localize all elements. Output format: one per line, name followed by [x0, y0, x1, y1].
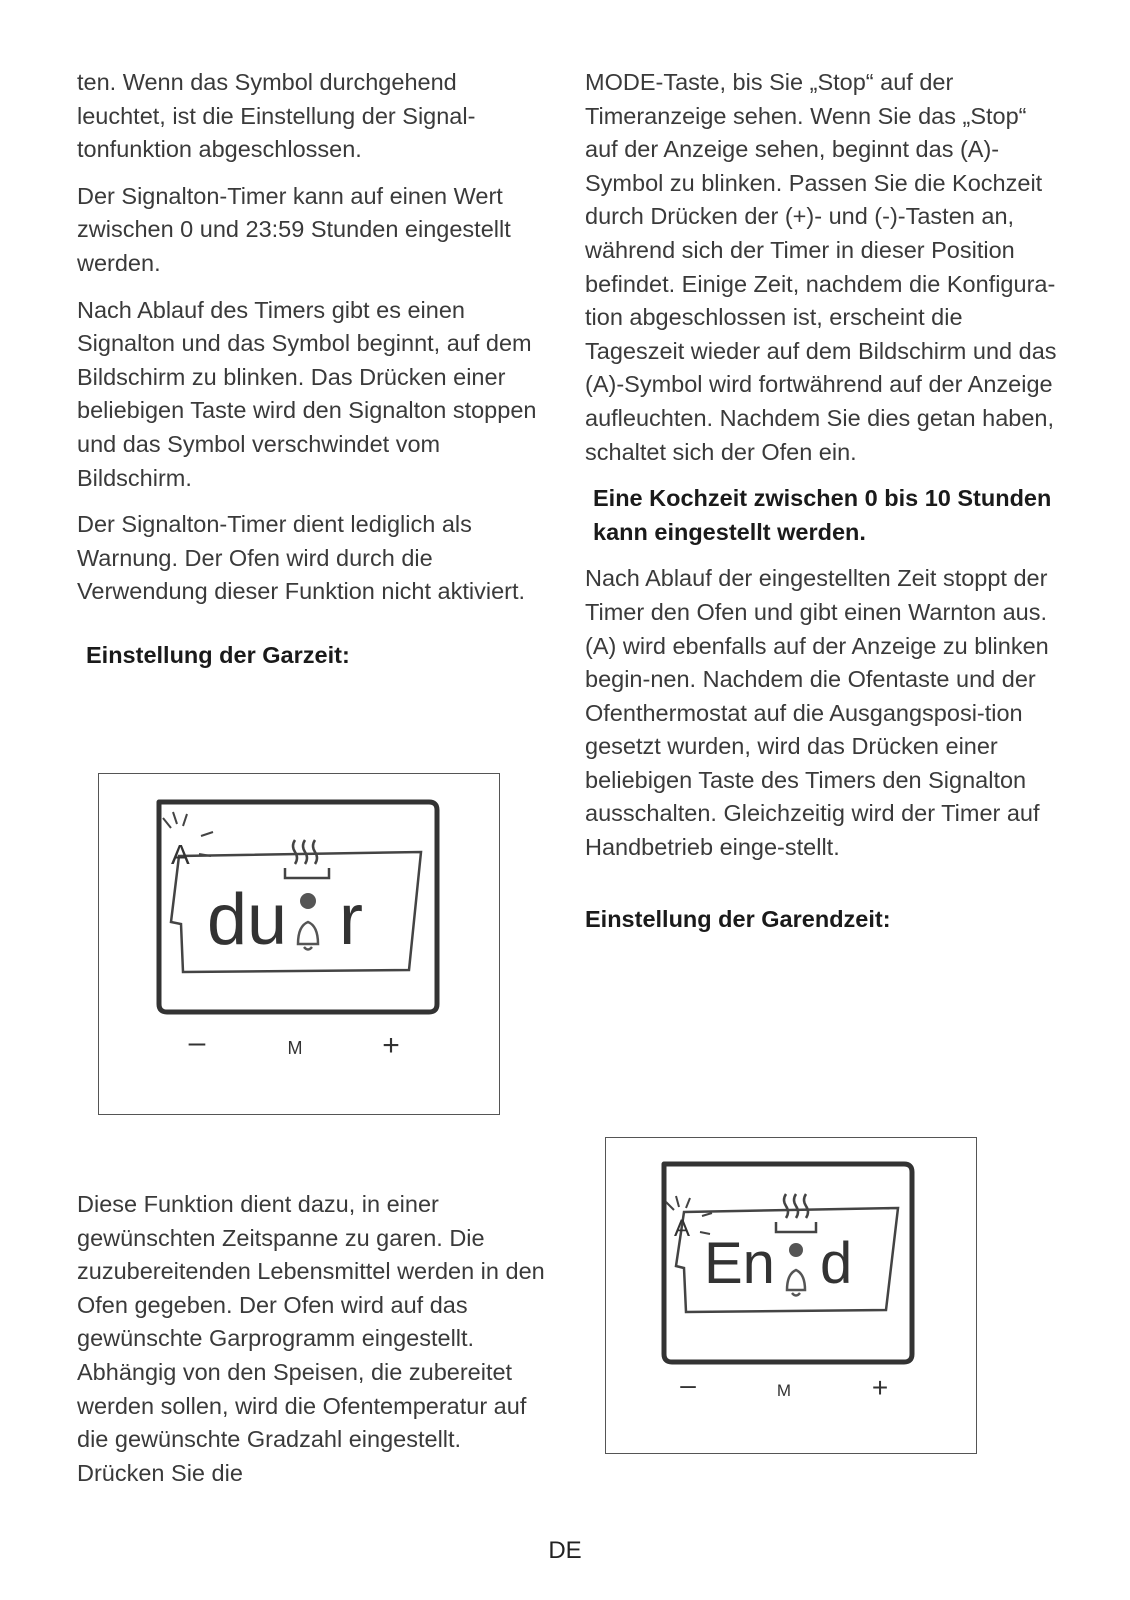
- paragraph: MODE-Taste, bis Sie „Stop“ auf der Timeranzeige sehen. Wenn Sie das „Stop“ auf der Anzeige sehen, beginnt das (A)-Symbol zu blinken. Passen Sie die Kochzeit durch Drücken der (+)- und (-)-Tasten an, während sich der Timer in dieser Position befindet. Einige Zeit, nachdem die Konfigura-tion abgeschlossen ist, erscheint die Tageszeit wieder auf dem Bildschirm und das (A)-Symbol wird fortwährend auf der Anzeige aufleuchten. Nachdem Sie dies getan haben, schaltet sich der Ofen ein.: [585, 69, 1057, 465]
- indicator-dot-icon: [789, 1243, 803, 1257]
- left-column-bottom: [77, 1188, 547, 1503]
- display-text-left: du: [207, 880, 288, 960]
- oven-heat-icon: [285, 840, 329, 878]
- section-heading-garendzeit: Einstellung der Garendzeit:: [585, 905, 891, 932]
- paragraph: Der Signalton-Timer dient lediglich als Warnung. Der Ofen wird durch die Verwendung dieser Funktion nicht aktiviert.: [77, 511, 526, 605]
- display-frame: [664, 1164, 912, 1362]
- left-column: [77, 66, 547, 673]
- timer-display-figure-end: [605, 1137, 977, 1454]
- plus-button[interactable]: +: [871, 1372, 889, 1403]
- page-language-label: DE: [548, 1537, 582, 1564]
- right-column: [585, 66, 1065, 936]
- display-text-right: d: [820, 1231, 853, 1296]
- mode-button[interactable]: M: [776, 1381, 792, 1400]
- timer-display-illustration: [606, 1138, 976, 1453]
- display-frame: [159, 802, 437, 1012]
- paragraph: Der Signalton-Timer kann auf einen Wert zwischen 0 und 23:59 Stunden eingestellt werden.: [77, 182, 511, 276]
- paragraph: Nach Ablauf des Timers gibt es einen Signalton und das Symbol beginnt, auf dem Bildschirm zu blinken. Das Drücken einer beliebigen Taste wird den Signalton stoppen und das Symbol verschwindet vom Bildschirm.: [77, 296, 537, 491]
- display-text-right: r: [339, 880, 363, 960]
- a-symbol: A: [674, 1215, 691, 1242]
- bold-note: Eine Kochzeit zwischen 0 bis 10 Stunden kann eingestellt werden.: [593, 485, 1052, 545]
- timer-display-illustration: [99, 774, 499, 1114]
- indicator-dot-icon: [300, 893, 316, 909]
- bell-icon: [787, 1270, 805, 1296]
- oven-heat-icon: [776, 1194, 816, 1232]
- section-heading-garzeit: Einstellung der Garzeit:: [86, 641, 350, 668]
- minus-button[interactable]: –: [680, 1369, 696, 1400]
- mode-button[interactable]: M: [287, 1038, 303, 1058]
- display-text-left: En: [704, 1231, 775, 1296]
- minus-button[interactable]: –: [188, 1026, 206, 1059]
- bell-icon: [298, 922, 318, 950]
- plus-button[interactable]: +: [382, 1029, 400, 1062]
- paragraph: Diese Funktion dient dazu, in einer gewünschten Zeitspanne zu garen. Die zuzubereitenden Lebensmittel werden in den Ofen gegeben. Der Ofen wird auf das gewünschte Garprogramm eingestellt. Abhängig von den Speisen, die zubereitet werden sollen, wird die Ofentemperatur auf die gewünschte Gradzahl eingestellt. Drücken Sie die: [77, 1191, 545, 1486]
- a-symbol: A: [171, 839, 190, 870]
- timer-display-figure-duration: [98, 773, 500, 1115]
- paragraph: Nach Ablauf der eingestellten Zeit stoppt der Timer den Ofen und gibt einen Warnton aus. (A) wird ebenfalls auf der Anzeige zu blinken begin-nen. Nachdem die Ofentaste und der Ofenthermostat auf die Ausgangsposi-tion gesetzt wurden, wird das Drücken einer beliebigen Taste des Timers den Signalton ausschalten. Gleichzeitig wird der Timer auf Handbetrieb einge-stellt.: [585, 565, 1049, 861]
- paragraph: ten. Wenn das Symbol durchgehend leuchtet, ist die Einstellung der Signal-tonfunktion abgeschlossen.: [77, 69, 476, 163]
